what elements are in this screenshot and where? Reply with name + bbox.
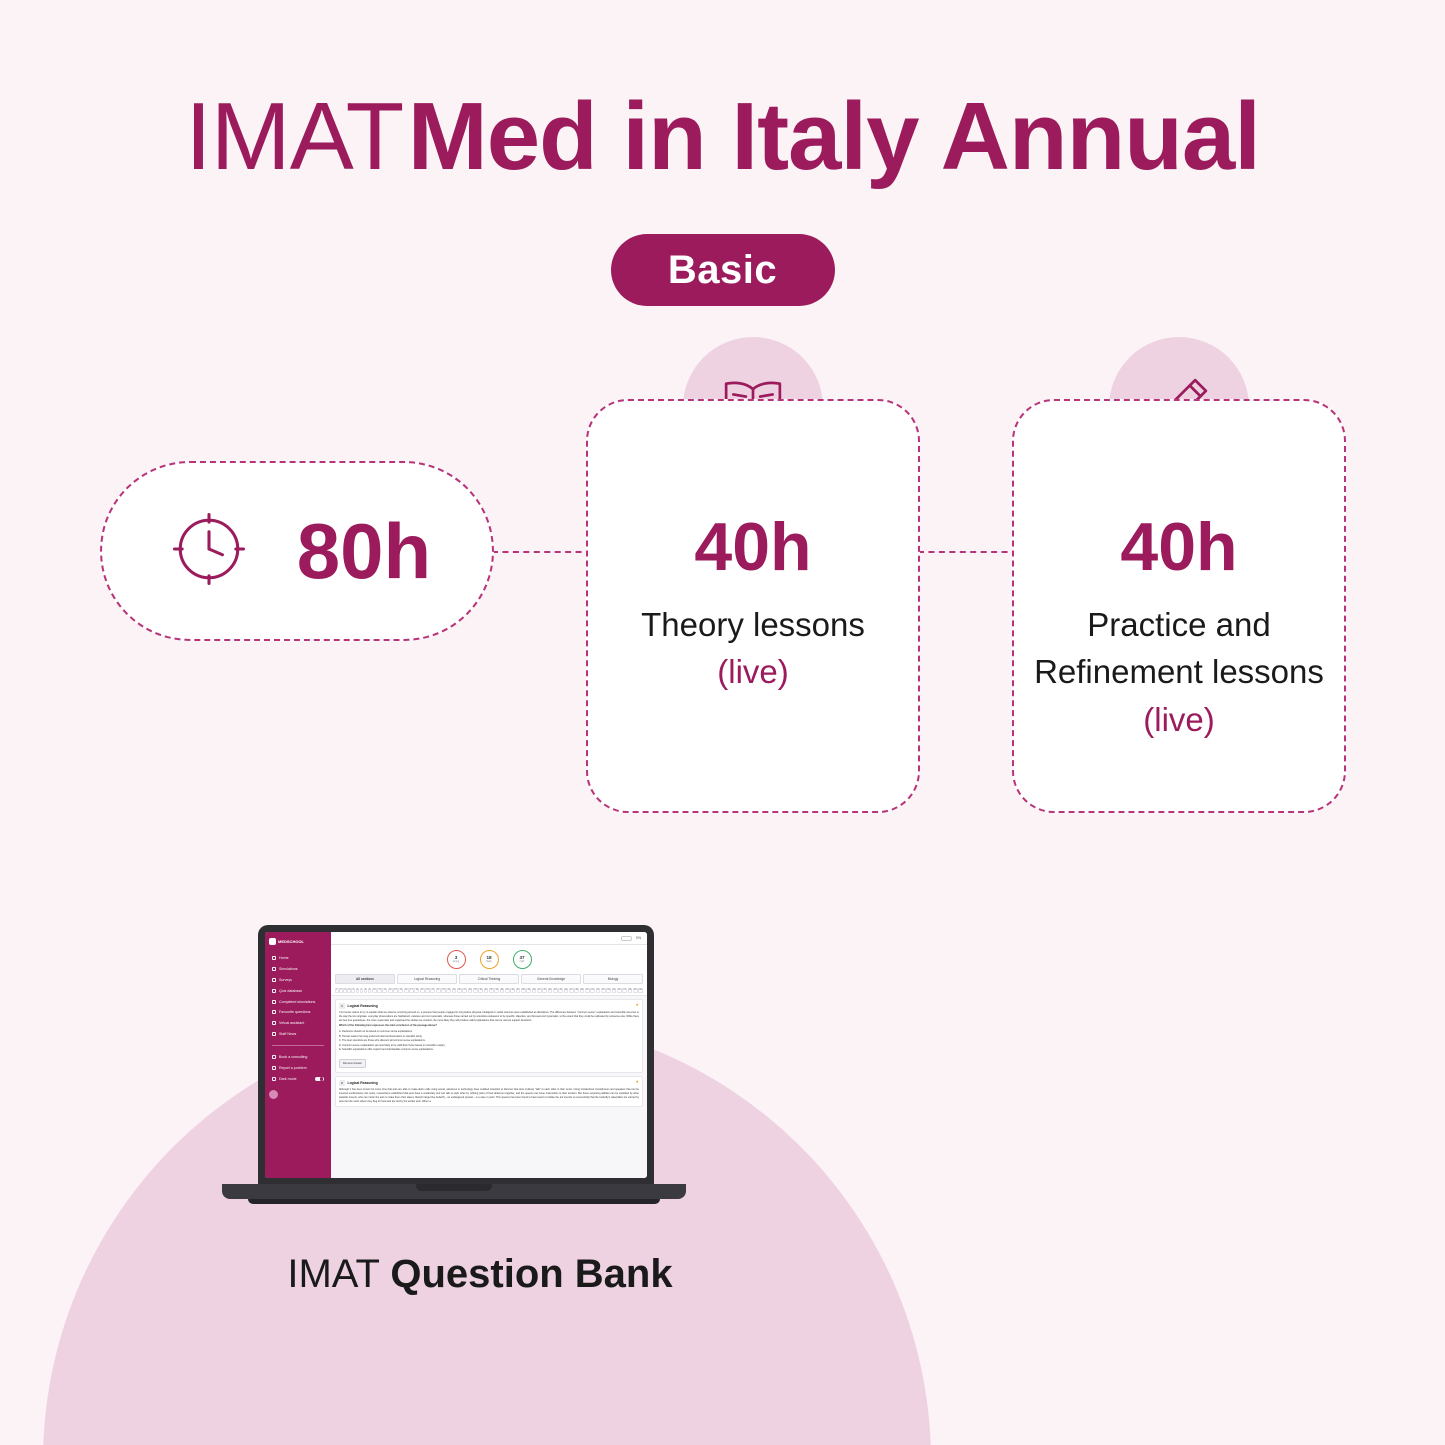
question-text: It is human nature to try to explain what we observe occurring around us, a process that people engaged in long before physical, biological or social sciences were established as disciplines. The difference between "common sense" explanations and scientific ones lies in the way the two originate: everyday observations are haphazard, careless and not systematic, whereas those carried out by scientists endeavour to be specific, objective, and focused and systematic, to the extent that they could be replicated by someone else. While there are few true guarantees, the more systematic and organised the studies we conduct, the more likely they will produce valid explanations that can be used to support decisions. bbox=[339, 1011, 639, 1022]
question-number-chip[interactable]: 18 bbox=[415, 989, 419, 992]
blank-value: 18 bbox=[486, 954, 492, 960]
favourite-star-icon[interactable]: ★ bbox=[635, 1079, 639, 1085]
sidebar-item-simulations[interactable] bbox=[269, 965, 327, 974]
question-number-chip[interactable]: 46 bbox=[564, 989, 568, 992]
sidebar-divider bbox=[272, 1045, 324, 1046]
question-number-chip[interactable]: 52 bbox=[596, 989, 600, 992]
remove-answer-button[interactable]: Remove Answer bbox=[339, 1059, 366, 1067]
right-value: 37 bbox=[519, 954, 525, 960]
question-number-chip[interactable]: 58 bbox=[628, 989, 632, 992]
sidebar-item-label: Simulations bbox=[279, 967, 298, 972]
question-number-chip[interactable]: 13 bbox=[388, 989, 392, 992]
question-number-chip[interactable]: 3 bbox=[344, 989, 346, 992]
simulations-icon bbox=[272, 967, 276, 971]
question-number-chip[interactable]: 5 bbox=[352, 989, 354, 992]
app-logo-text: MEDSCHOOL bbox=[278, 939, 304, 944]
sidebar-item-dark-mode[interactable] bbox=[269, 1074, 327, 1083]
sidebar-item-report-problem[interactable] bbox=[269, 1064, 327, 1073]
question-number: 2 bbox=[339, 1080, 345, 1086]
question-number-chip[interactable]: 15 bbox=[399, 989, 403, 992]
question-number-chip[interactable]: 12 bbox=[383, 989, 387, 992]
app-logo-mark bbox=[269, 938, 276, 945]
question-number-chip[interactable]: 41 bbox=[538, 989, 541, 992]
theory-live-tag: (live) bbox=[717, 653, 789, 691]
practice-live-tag: (live) bbox=[1143, 701, 1215, 739]
question-text: Although it has been known for some time that ants are able to make alarm calls using sound, advances in technology have enabled scientists to discover that ants routinely "talk" to each other in their nests. Using miniaturized microphones and speakers that can be inserted unobtrusively into nests, researchers established that ants have a vocabulary and can talk to each other by rubbing parts of their abdomen together, and the queens can issue instructions to their workers. But these surprising abilities can be exploited by other parasitic insects, who can mimic the ants to make them their slaves. Rebel's large blue butterfly - an endangered species - is a case in point. This species has been found to have learnt to imitate the ant sounds so successfully that the butterfly's caterpillars are carried by ants into the nests where they beg for food and are fed by the worker ants. When a bbox=[339, 1088, 639, 1103]
score-summary bbox=[331, 945, 647, 972]
question-number-chip[interactable]: 1 bbox=[336, 989, 338, 992]
question-number-chip[interactable]: 11 bbox=[378, 989, 381, 992]
language-selector[interactable]: EN bbox=[636, 936, 641, 940]
question-number-chip[interactable]: 34 bbox=[500, 989, 504, 992]
app-sidebar bbox=[265, 932, 331, 1178]
sidebar-item-label: Favourite questions bbox=[279, 1010, 311, 1015]
connector-left bbox=[492, 551, 592, 553]
sidebar-item-label: Staff News bbox=[279, 1031, 297, 1036]
question-number-chip[interactable]: 8 bbox=[364, 989, 367, 992]
question-number-chip[interactable]: 56 bbox=[618, 989, 621, 992]
tab-general-knowledge[interactable]: General Knowledge bbox=[521, 974, 581, 984]
question-number-chip[interactable]: 60 bbox=[639, 989, 642, 992]
connector-right bbox=[918, 551, 1018, 553]
question-number-chip[interactable]: 50 bbox=[586, 989, 589, 992]
wrong-counter bbox=[447, 950, 466, 969]
star-icon bbox=[272, 1010, 276, 1014]
question-number-chip[interactable]: 10 bbox=[373, 989, 376, 992]
plan-badge-label: Basic bbox=[667, 247, 778, 292]
page-title bbox=[0, 82, 1445, 192]
sidebar-item-label: Completed simulations bbox=[279, 999, 316, 1004]
database-icon bbox=[272, 989, 276, 993]
question-number-chip[interactable]: 14 bbox=[394, 989, 397, 992]
news-icon bbox=[272, 1032, 276, 1036]
app-logo bbox=[269, 938, 327, 945]
question-number-chip[interactable]: 24 bbox=[447, 989, 450, 992]
laptop-notch bbox=[416, 1184, 492, 1191]
title-bold: Med in Italy Annual bbox=[407, 83, 1260, 190]
sidebar-item-label: Home bbox=[279, 956, 289, 961]
option-e[interactable]: E. Scientific explanations offer support and substantiate common sense explanations. bbox=[339, 1048, 434, 1052]
card-theory-lessons bbox=[586, 399, 920, 813]
sidebar-item-completed-simulations[interactable] bbox=[269, 997, 327, 1006]
tab-biology[interactable]: Biology bbox=[583, 974, 643, 984]
option-c[interactable]: C. The best scientists are those who discount all common sense explanations. bbox=[339, 1039, 426, 1043]
option-d[interactable]: D. Common sense explanations are less likely to be valid than those based on scientific enquiry. bbox=[339, 1043, 446, 1047]
question-number-chip[interactable]: 23 bbox=[442, 989, 445, 992]
wrong-label: wrong bbox=[452, 959, 460, 963]
card-total-hours bbox=[100, 461, 494, 641]
question-number-chip[interactable]: 22 bbox=[436, 989, 440, 992]
laptop-foot bbox=[248, 1199, 660, 1204]
question-number-chip[interactable]: 6 bbox=[356, 989, 358, 992]
question-number-chip[interactable]: 31 bbox=[484, 989, 488, 992]
home-icon bbox=[272, 956, 276, 960]
dark-mode-toggle[interactable] bbox=[315, 1077, 324, 1082]
right-label: right bbox=[519, 959, 525, 963]
surveys-icon bbox=[272, 978, 276, 982]
question-header bbox=[339, 1003, 639, 1009]
right-counter bbox=[513, 950, 532, 969]
sidebar-item-home[interactable] bbox=[269, 954, 327, 963]
check-icon bbox=[272, 1000, 276, 1004]
tab-critical-thinking[interactable]: Critical Thinking bbox=[459, 974, 519, 984]
sidebar-item-label: Dark mode bbox=[279, 1077, 297, 1082]
laptop-lid bbox=[258, 925, 654, 1187]
question-number-chip[interactable]: 25 bbox=[452, 989, 456, 992]
question-number-chip[interactable]: 20 bbox=[426, 989, 429, 992]
question-number-chip[interactable]: 28 bbox=[468, 989, 472, 992]
warning-icon bbox=[272, 1066, 276, 1070]
question-number-chip[interactable]: 40 bbox=[532, 989, 536, 992]
laptop-screen bbox=[265, 932, 647, 1178]
question-number-chip[interactable]: 59 bbox=[634, 989, 637, 992]
option-b[interactable]: B. Human nature has long preferred informal observation to scientific study. bbox=[339, 1034, 423, 1038]
question-number-strip[interactable] bbox=[331, 986, 647, 996]
question-prompt: Which of the following best expresses the main conclusion of the passage above? bbox=[339, 1024, 437, 1028]
question-number-chip[interactable]: 51 bbox=[591, 989, 594, 992]
question-number-chip[interactable]: 54 bbox=[607, 989, 610, 992]
question-number: 1 bbox=[339, 1003, 345, 1009]
notifications-icon[interactable] bbox=[621, 936, 632, 941]
sidebar-item-virtual-assistant[interactable] bbox=[269, 1019, 327, 1028]
caption-light: IMAT bbox=[287, 1252, 391, 1296]
laptop-caption bbox=[0, 1252, 960, 1297]
question-number-chip[interactable]: 30 bbox=[479, 989, 482, 992]
practice-hours-value: 40h bbox=[1120, 509, 1238, 585]
question-number-chip[interactable]: 47 bbox=[570, 989, 573, 992]
question-number-chip[interactable]: 33 bbox=[495, 989, 498, 992]
question-number-chip[interactable]: 35 bbox=[506, 989, 509, 992]
sidebar-item-label: Quiz database bbox=[279, 988, 303, 993]
sidebar-item-label: Report a problem bbox=[279, 1066, 307, 1071]
question-number-chip[interactable]: 9 bbox=[369, 989, 371, 992]
sidebar-item-staff-news[interactable] bbox=[269, 1029, 327, 1038]
caption-bold: Question Bank bbox=[390, 1252, 673, 1296]
question-number-chip[interactable]: 49 bbox=[580, 989, 584, 992]
calendar-icon bbox=[272, 1055, 276, 1059]
question-number-chip[interactable]: 55 bbox=[612, 989, 616, 992]
theory-label-text: Theory lessons bbox=[641, 605, 865, 643]
assistant-icon bbox=[272, 1021, 276, 1025]
sidebar-item-quiz-database[interactable] bbox=[269, 986, 327, 995]
title-light: IMAT bbox=[185, 83, 404, 190]
laptop-mockup bbox=[222, 925, 686, 1225]
question-number-chip[interactable]: 32 bbox=[490, 989, 493, 992]
sidebar-item-book-consulting[interactable] bbox=[269, 1053, 327, 1062]
question-number-chip[interactable]: 57 bbox=[623, 989, 626, 992]
question-number-chip[interactable]: 42 bbox=[543, 989, 546, 992]
question-number-chip[interactable]: 37 bbox=[516, 989, 520, 992]
clock-icon bbox=[163, 503, 255, 600]
wrong-value: 3 bbox=[454, 954, 458, 960]
question-section: Logical Reasoning bbox=[347, 1081, 378, 1086]
sidebar-item-favourite-questions[interactable] bbox=[269, 1008, 327, 1017]
practice-label bbox=[1014, 601, 1344, 745]
question-number-chip[interactable]: 7 bbox=[360, 989, 363, 992]
sidebar-item-surveys[interactable] bbox=[269, 976, 327, 985]
tab-logical-reasoning[interactable]: Logical Reasoning bbox=[397, 974, 457, 984]
app-topbar bbox=[331, 932, 647, 945]
sidebar-item-label: Virtual assistant bbox=[279, 1021, 305, 1026]
question-header bbox=[339, 1080, 639, 1086]
question-number-chip[interactable]: 48 bbox=[575, 989, 578, 992]
plan-badge bbox=[611, 234, 835, 306]
question-number-chip[interactable]: 45 bbox=[559, 989, 562, 992]
sidebar-item-label: Book a consulting bbox=[279, 1055, 308, 1060]
question-number-chip[interactable]: 2 bbox=[340, 989, 342, 992]
question-number-chip[interactable]: 36 bbox=[511, 989, 514, 992]
practice-label-text: Practice and Refinement lessons bbox=[1034, 605, 1324, 691]
option-a[interactable]: A. Decisions should not be based on common sense explanations. bbox=[339, 1030, 413, 1034]
question-number-chip[interactable]: 39 bbox=[527, 989, 530, 992]
section-tabs bbox=[331, 972, 647, 986]
moon-icon bbox=[272, 1077, 276, 1081]
question-number-chip[interactable]: 16 bbox=[404, 989, 408, 992]
blank-counter bbox=[480, 950, 499, 969]
avatar[interactable] bbox=[269, 1090, 278, 1099]
blank-label: blank bbox=[486, 959, 492, 963]
question-number-chip[interactable]: 17 bbox=[410, 989, 413, 992]
question-card-1 bbox=[335, 999, 643, 1073]
answer-options bbox=[339, 1030, 639, 1051]
question-number-chip[interactable]: 43 bbox=[548, 989, 552, 992]
total-hours-value: 80h bbox=[296, 507, 432, 595]
card-practice-lessons bbox=[1012, 399, 1346, 813]
question-number-chip[interactable]: 26 bbox=[458, 989, 461, 992]
question-number-chip[interactable]: 19 bbox=[420, 989, 424, 992]
question-number-chip[interactable]: 53 bbox=[602, 989, 605, 992]
question-number-chip[interactable]: 44 bbox=[554, 989, 557, 992]
tab-all-sections[interactable]: All sections bbox=[335, 974, 395, 984]
question-number-chip[interactable]: 21 bbox=[431, 989, 435, 992]
theory-hours-value: 40h bbox=[694, 509, 812, 585]
sidebar-item-label: Surveys bbox=[279, 977, 292, 982]
question-number-chip[interactable]: 4 bbox=[348, 989, 350, 992]
app-main bbox=[331, 932, 647, 1178]
question-number-chip[interactable]: 29 bbox=[474, 989, 477, 992]
question-number-chip[interactable]: 27 bbox=[463, 989, 466, 992]
theory-label bbox=[588, 601, 918, 697]
favourite-star-icon[interactable]: ★ bbox=[635, 1002, 639, 1008]
question-card-2 bbox=[335, 1076, 643, 1107]
question-section: Logical Reasoning bbox=[347, 1004, 378, 1009]
question-number-chip[interactable]: 38 bbox=[522, 989, 525, 992]
